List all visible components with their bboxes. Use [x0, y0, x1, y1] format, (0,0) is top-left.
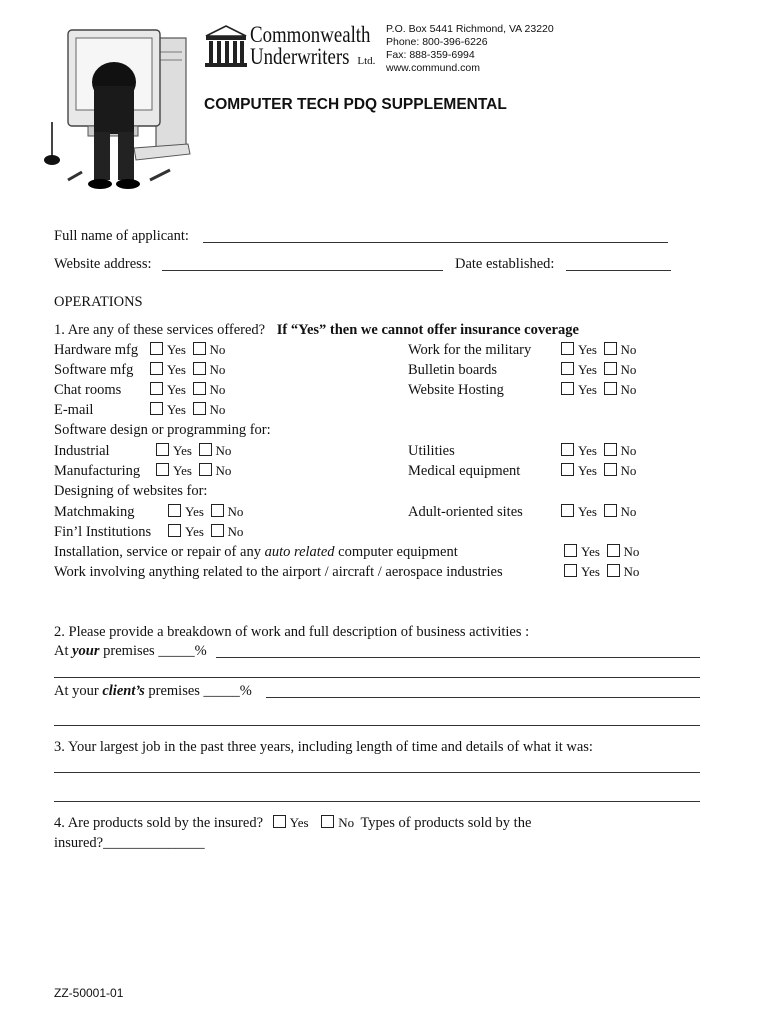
finl-institutions-row: [54, 524, 246, 541]
address: P.O. Box 5441 Richmond, VA 23220: [386, 23, 554, 35]
bulletin-label: Bulletin boards: [408, 362, 498, 378]
at-label: At: [54, 643, 73, 659]
utilities-label: Utilities: [408, 443, 455, 459]
software-no-checkbox[interactable]: [193, 362, 206, 375]
matchmaking-row: [54, 504, 246, 521]
military-yes-checkbox[interactable]: [561, 342, 574, 355]
manufacturing-row: [54, 463, 234, 480]
airport-yes-checkbox[interactable]: [564, 564, 577, 577]
utilities-yes-checkbox[interactable]: [561, 443, 574, 456]
phone: Phone: 800-396-6226: [386, 36, 488, 48]
question-4-row: [54, 815, 531, 832]
form-code: ZZ-50001-01: [54, 986, 124, 1000]
hardware-no-checkbox[interactable]: [193, 342, 206, 355]
yes-label: Yes: [578, 342, 597, 357]
your-premises-field-line2[interactable]: [54, 677, 700, 678]
yes-label: Yes: [167, 342, 186, 357]
industrial-label: Industrial: [54, 443, 110, 459]
date-established-field[interactable]: [566, 270, 671, 271]
full-name-field[interactable]: [203, 242, 668, 243]
hosting-row: [408, 382, 639, 399]
yes-label: Yes: [173, 463, 192, 478]
no-label: No: [620, 382, 637, 397]
yes-label: Yes: [578, 504, 597, 519]
airport-no-checkbox[interactable]: [607, 564, 620, 577]
hardware-mfg-label: Hardware mfg: [54, 342, 139, 358]
client-premises-row: [54, 683, 252, 700]
web-design-label: Designing of websites for:: [54, 483, 208, 499]
company-name: [250, 24, 397, 68]
auto-em: auto related: [264, 544, 335, 560]
company-name-line2: Underwriters: [250, 43, 350, 69]
operations-heading: OPERATIONS: [54, 294, 143, 310]
email-no-checkbox[interactable]: [193, 402, 206, 415]
yes-label: Yes: [289, 815, 309, 830]
medical-label: Medical equipment: [408, 463, 521, 479]
auto-related-row: [54, 544, 642, 561]
finl-no-checkbox[interactable]: [211, 524, 224, 537]
premises-pct-label-2: premises _____%: [144, 683, 252, 699]
no-label: No: [227, 524, 244, 539]
software-mfg-label: Software mfg: [54, 362, 134, 378]
military-row: [408, 342, 639, 359]
computer-repair-illustration: [38, 20, 200, 198]
airport-label: Work involving anything related to the airport / aircraft / aerospace industries: [54, 564, 503, 580]
full-name-label: Full name of applicant:: [54, 228, 189, 244]
yes-label: Yes: [167, 382, 186, 397]
chat-rooms-row: [54, 382, 228, 399]
auto-related-label: [54, 544, 564, 561]
no-label: No: [623, 544, 640, 559]
your-emphasis: your: [72, 643, 100, 659]
chat-no-checkbox[interactable]: [193, 382, 206, 395]
auto-yes-checkbox[interactable]: [564, 544, 577, 557]
no-label: No: [620, 463, 637, 478]
building-logo-icon: [204, 24, 248, 70]
email-row: [54, 402, 228, 419]
yes-label: Yes: [167, 362, 186, 377]
auto-pre: Installation, service or repair of any: [54, 544, 265, 560]
military-no-checkbox[interactable]: [604, 342, 617, 355]
chat-yes-checkbox[interactable]: [150, 382, 163, 395]
products-no-checkbox[interactable]: [321, 815, 334, 828]
your-premises-row: [54, 643, 207, 660]
adult-row: [408, 504, 639, 521]
question-1-warning: If “Yes” then we cannot offer insurance coverage: [276, 322, 579, 338]
software-yes-checkbox[interactable]: [150, 362, 163, 375]
chat-rooms-label: Chat rooms: [54, 382, 122, 398]
your-premises-field[interactable]: [216, 657, 700, 658]
yes-label: Yes: [173, 443, 192, 458]
airport-row: [54, 564, 642, 581]
hosting-no-checkbox[interactable]: [604, 382, 617, 395]
yes-label: Yes: [578, 382, 597, 397]
hosting-yes-checkbox[interactable]: [561, 382, 574, 395]
yes-label: Yes: [581, 544, 600, 559]
hardware-yes-checkbox[interactable]: [150, 342, 163, 355]
yes-label: Yes: [581, 564, 600, 579]
hosting-label: Website Hosting: [408, 382, 504, 398]
website-link[interactable]: www.commund.com: [386, 62, 480, 74]
medical-no-checkbox[interactable]: [604, 463, 617, 476]
no-label: No: [620, 362, 637, 377]
largest-job-field[interactable]: [54, 772, 700, 773]
products-yes-checkbox[interactable]: [273, 815, 286, 828]
no-label: No: [338, 815, 355, 830]
yes-label: Yes: [185, 504, 204, 519]
industrial-yes-checkbox[interactable]: [156, 443, 169, 456]
utilities-no-checkbox[interactable]: [604, 443, 617, 456]
auto-post: computer equipment: [334, 544, 458, 560]
yes-label: Yes: [578, 362, 597, 377]
medical-row: [408, 463, 639, 480]
adult-yes-checkbox[interactable]: [561, 504, 574, 517]
website-label: Website address:: [54, 256, 152, 272]
industrial-no-checkbox[interactable]: [199, 443, 212, 456]
no-label: No: [215, 443, 232, 458]
contact-block: [386, 23, 554, 75]
finl-yes-checkbox[interactable]: [168, 524, 181, 537]
question-1: [54, 322, 579, 339]
date-established-label: Date established:: [455, 256, 555, 272]
software-design-label: Software design or programming for:: [54, 422, 271, 438]
no-label: No: [227, 504, 244, 519]
no-label: No: [209, 362, 226, 377]
no-label: No: [209, 342, 226, 357]
no-label: No: [623, 564, 640, 579]
question-4-line2[interactable]: insured?______________: [54, 835, 205, 851]
yes-label: Yes: [185, 524, 204, 539]
no-label: No: [620, 443, 637, 458]
form-title: COMPUTER TECH PDQ SUPPLEMENTAL: [204, 96, 507, 113]
bulletin-no-checkbox[interactable]: [604, 362, 617, 375]
email-yes-checkbox[interactable]: [150, 402, 163, 415]
company-suffix: Ltd.: [357, 54, 376, 67]
company-name-line1: Commonwealth: [250, 22, 371, 47]
hardware-mfg-row: [54, 342, 228, 359]
clients-emphasis: client’s: [102, 683, 145, 699]
adult-label: Adult-oriented sites: [408, 504, 523, 520]
no-label: No: [209, 402, 226, 417]
question-2-text: 2. Please provide a breakdown of work and full description of business activities :: [54, 624, 530, 640]
medical-yes-checkbox[interactable]: [561, 463, 574, 476]
military-label: Work for the military: [408, 342, 532, 358]
question-4-tail: Types of products sold by the: [360, 815, 532, 831]
matchmaking-no-checkbox[interactable]: [211, 504, 224, 517]
matchmaking-label: Matchmaking: [54, 504, 135, 520]
bulletin-row: [408, 362, 639, 379]
bulletin-yes-checkbox[interactable]: [561, 362, 574, 375]
client-premises-field[interactable]: [266, 697, 700, 698]
premises-pct-label: premises _____%: [99, 643, 207, 659]
yes-label: Yes: [578, 443, 597, 458]
yes-label: Yes: [167, 402, 186, 417]
adult-no-checkbox[interactable]: [604, 504, 617, 517]
finl-institutions-label: Fin’l Institutions: [54, 524, 152, 540]
matchmaking-yes-checkbox[interactable]: [168, 504, 181, 517]
manufacturing-yes-checkbox[interactable]: [156, 463, 169, 476]
client-premises-field-line2[interactable]: [54, 725, 700, 726]
largest-job-field-line2[interactable]: [54, 801, 700, 802]
industrial-row: [54, 443, 234, 460]
manufacturing-no-checkbox[interactable]: [199, 463, 212, 476]
website-field[interactable]: [162, 270, 443, 271]
yes-label: Yes: [578, 463, 597, 478]
no-label: No: [620, 504, 637, 519]
no-label: No: [215, 463, 232, 478]
question-4-text: 4. Are products sold by the insured?: [54, 815, 264, 831]
manufacturing-label: Manufacturing: [54, 463, 141, 479]
at-your-label: At your: [54, 683, 103, 699]
question-1-text: 1. Are any of these services offered?: [54, 322, 266, 338]
question-3-text: 3. Your largest job in the past three years, including length of time and details of what it was:: [54, 739, 593, 755]
utilities-row: [408, 443, 639, 460]
software-mfg-row: [54, 362, 228, 379]
email-label: E-mail: [54, 402, 94, 418]
no-label: No: [620, 342, 637, 357]
fax: Fax: 888-359-6994: [386, 49, 475, 61]
no-label: No: [209, 382, 226, 397]
auto-no-checkbox[interactable]: [607, 544, 620, 557]
